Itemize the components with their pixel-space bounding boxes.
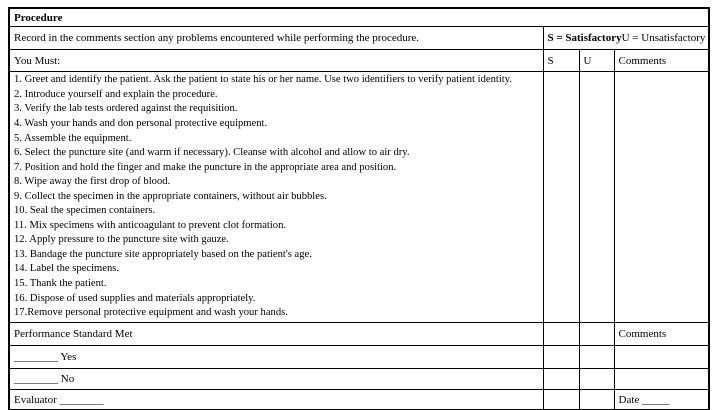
procedure-step: 7. Position and hold the finger and make the puncture in the appropriate area and position. — [14, 161, 397, 173]
performance-comments-header: Comments — [614, 323, 709, 346]
yes-u-blank — [579, 346, 614, 369]
procedure-step: 9. Collect the specimen in the appropriate containers, without air bubbles. — [14, 190, 327, 202]
legend-satisfactory: S = Satisfactory — [547, 32, 622, 44]
procedure-step: 15. Thank the patient. — [14, 278, 107, 289]
instructions-text: Record in the comments section any problems encountered while performing the procedure. — [9, 27, 543, 50]
legend-cell — [543, 27, 709, 50]
procedure-title: Procedure — [9, 8, 709, 27]
procedure-step: 6. Select the puncture site (and warm if necessary). Cleanse with alcohol and allow to air dry. — [14, 147, 410, 159]
yes-comments-blank — [614, 346, 709, 369]
performance-u-blank — [579, 323, 614, 346]
procedure-step: 16. Dispose of used supplies and materials appropriately. — [14, 292, 256, 304]
yes-s-blank — [543, 346, 579, 369]
evaluator-s-blank — [543, 390, 579, 410]
procedure-step: 14. Label the specimens. — [14, 263, 120, 275]
procedure-step: 17.Remove personal protective equipment and wash your hands. — [14, 307, 288, 319]
you-must-label: You Must: — [9, 50, 543, 72]
procedure-step: 3. Verify the lab tests ordered against the requisition. — [14, 103, 238, 115]
no-u-blank — [579, 369, 614, 390]
steps-comments-column-blank — [614, 72, 709, 323]
procedure-step: 12. Apply pressure to the puncture site with gauze. — [14, 234, 229, 246]
column-header-s: S — [543, 50, 579, 72]
column-header-u: U — [579, 50, 614, 72]
procedure-step: 5. Assemble the equipment. — [14, 132, 132, 144]
yes-blank-line: ________ Yes — [9, 346, 543, 369]
procedure-steps-list — [9, 72, 543, 323]
procedure-step: 2. Introduce yourself and explain the procedure. — [14, 88, 218, 100]
steps-u-column-blank — [579, 72, 614, 323]
date-blank-line: Date _____ — [614, 390, 709, 410]
column-header-comments: Comments — [614, 50, 709, 72]
evaluator-blank-line: Evaluator ________ — [9, 390, 543, 410]
procedure-step: 13. Bandage the puncture site appropriately based on the patient's age. — [14, 248, 312, 260]
steps-s-column-blank — [543, 72, 579, 323]
procedure-step: 10. Seal the specimen containers. — [14, 205, 156, 217]
no-blank-line: ________ No — [9, 369, 543, 390]
legend-unsatisfactory: U = Unsatisfactory — [621, 32, 706, 44]
performance-standard-label: Performance Standard Met — [9, 323, 543, 346]
procedure-step: 4. Wash your hands and don personal protective equipment. — [14, 117, 268, 129]
no-s-blank — [543, 369, 579, 390]
evaluator-u-blank — [579, 390, 614, 410]
procedure-step: 11. Mix specimens with anticoagulant to prevent clot formation. — [14, 219, 287, 231]
procedure-step: 8. Wipe away the first drop of blood. — [14, 176, 171, 188]
no-comments-blank — [614, 369, 709, 390]
performance-s-blank — [543, 323, 579, 346]
procedure-step: 1. Greet and identify the patient. Ask the patient to state his or her name. Use two identifiers to verify patient identity. — [14, 74, 512, 86]
procedure-checklist-table — [8, 7, 710, 410]
